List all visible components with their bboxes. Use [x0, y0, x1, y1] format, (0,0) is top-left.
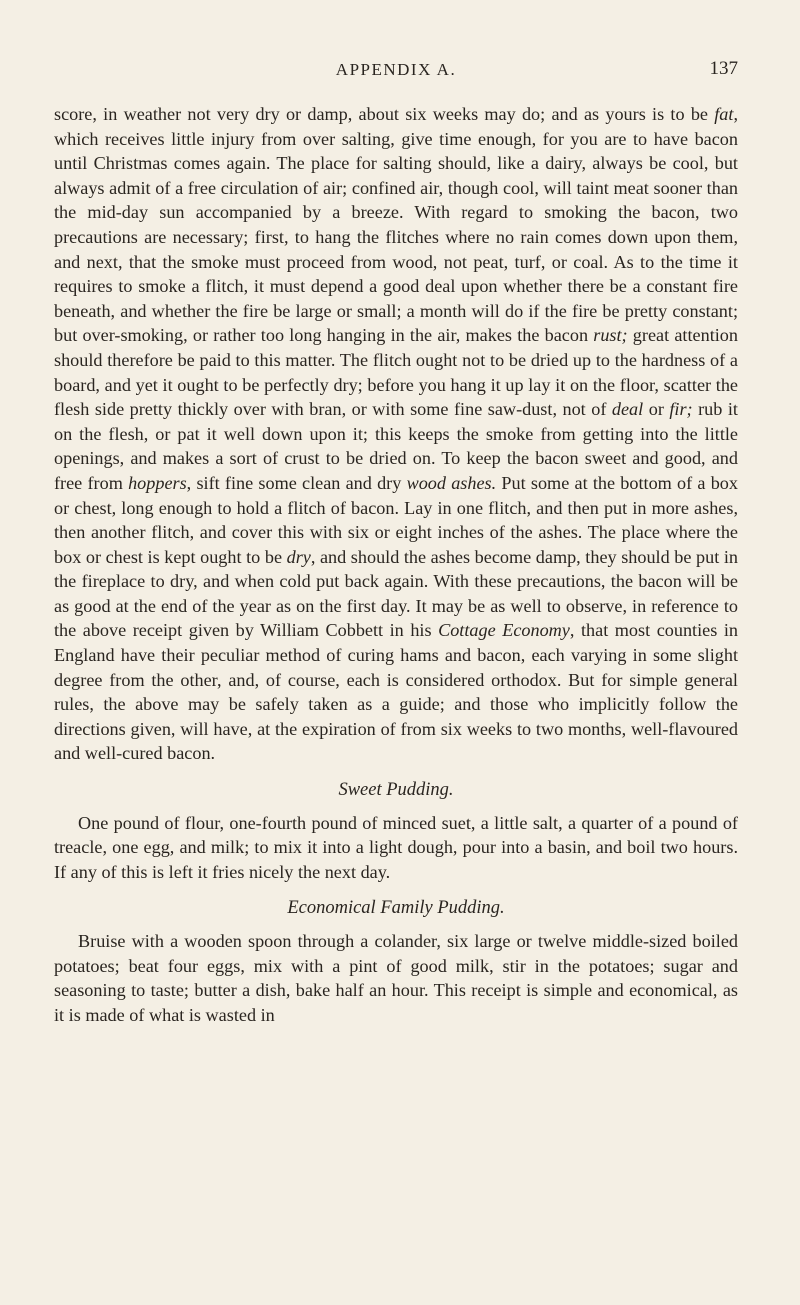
- paragraph-bacon-curing: [54, 102, 738, 766]
- paragraph-sweet-pudding: One pound of flour, one-fourth pound of minced suet, a little salt, a quarter of a pound of treacle, one egg, and milk; to mix it into a light dough, pour into a basin, and boil two hours. If any of this is left it fries nicely the next day.: [54, 812, 738, 882]
- running-head: APPENDIX A.: [335, 60, 457, 79]
- section-heading-economical-family-pudding: Economical Family Pudding.: [287, 898, 505, 919]
- italic-word: hoppers: [128, 472, 187, 493]
- text-run: score, in weather not very dry or damp, about six weeks may do; and as yours is to be: [54, 104, 715, 124]
- text-run: rub it on the flesh, or pat it well down upon it; this keeps the smoke from getting into the little openings, and makes a sort of crust to be dried on. To keep the bacon sweet and good, and free from: [54, 399, 738, 493]
- italic-word: fir;: [669, 399, 693, 420]
- page-number: 137: [709, 58, 738, 79]
- book-title: Cottage Economy: [438, 620, 570, 641]
- text-run: or: [643, 399, 670, 420]
- italic-word: fat: [714, 104, 734, 124]
- text-run: , which receives little injury from over salting, give time enough, for you are to have bacon until Christmas comes again. The place for salting should, like a dairy, always be cool, but always admit of a free circulation of air; confined air, though cool, will taint meat sooner than the mid-day sun accompanied by a breeze. With regard to smoking the bacon, two precautions are necessary; first, to hang the flitches where no rain comes down upon them, and next, that the smoke must proceed from wood, not peat, turf, or coal. As to the time it requires to smoke a flitch, it must depend a good deal upon whether there be a constant fire beneath, and whether the fire be large or small; a month will do if the fire be pretty constant; but over-smoking, or rather too long hanging in the air, makes the bacon: [54, 104, 738, 346]
- text-run: , and should the ashes become damp, they should be put in the fireplace to dry, and when cold put back again. With these precautions, the bacon will be as good at the end of the year as on the first day. It may be as well to observe, in reference to the above receipt given by William Cobbett in his: [54, 546, 738, 641]
- italic-word: deal: [611, 399, 644, 420]
- paragraph-economical-family-pudding: Bruise with a wooden spoon through a colander, six large or twelve middle-sized boiled potatoes; beat four eggs, mix with a pint of good milk, stir in the potatoes; sugar and seasoning to taste; butter a dish, bake half an hour. This receipt is simple and economical, as it is made of what is wasted in: [54, 931, 738, 1025]
- book-page: [54, 50, 738, 1027]
- italic-word: wood ashes.: [406, 472, 497, 493]
- italic-word: dry: [286, 546, 311, 567]
- text-run: , that most counties in England have their peculiar method of curing hams and bacon, each varying in some slight degree from the other, and, of course, each is considered orthodox. But for simple general rules, the above may be safely taken as a guide; and those who implicitly follow the directions given, will have, at the expiration of from six weeks to two months, well-flavoured and well-cured bacon.: [54, 620, 738, 764]
- body-text: [54, 102, 738, 1027]
- page-header: [54, 50, 738, 80]
- italic-word: rust;: [593, 325, 628, 346]
- text-run: Put some at the bottom of a box or chest, long enough to hold a flitch of bacon. Lay in one flitch, and then put in more ashes, then another flitch, and cover this with six or eight inches of the ashes. The place where the box or chest is kept ought to be: [54, 472, 738, 567]
- text-run: great attention should therefore be paid to this matter. The flitch ought not to be dried up to the hardness of a board, and yet it ought to be perfectly dry; before you hang it up lay it on the floor, scatter the flesh side pretty thickly over with bran, or with some fine saw-dust, not of: [54, 325, 738, 420]
- section-heading-sweet-pudding: Sweet Pudding.: [338, 780, 454, 801]
- text-run: , sift fine some clean and dry: [186, 472, 407, 493]
